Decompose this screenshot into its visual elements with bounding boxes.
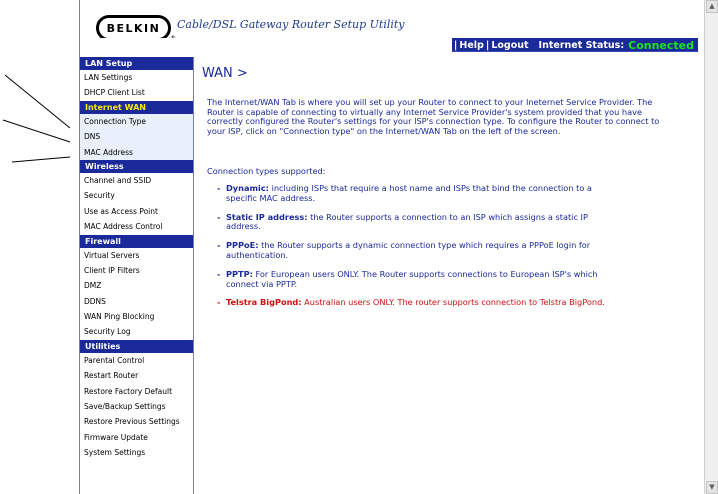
type-description-continued: specific MAC address.: [226, 192, 316, 203]
nav-group-wireless: [80, 173, 193, 235]
sidebar-item-wan-ping-blocking[interactable]: WAN Ping Blocking: [84, 312, 155, 322]
list-item: [217, 184, 677, 204]
type-description-continued: address.: [226, 221, 261, 232]
sidebar-item-security[interactable]: Security: [84, 191, 115, 201]
list-item: [217, 241, 677, 261]
list-item: [217, 213, 677, 233]
type-description-continued: authentication.: [226, 249, 289, 260]
page-title: WAN >: [202, 66, 248, 81]
sidebar-section-internet-wan[interactable]: Internet WAN: [80, 101, 193, 114]
header-bar: [80, 38, 698, 52]
type-description-continued: connect via PPTP.: [226, 278, 298, 289]
sidebar-item-restart-router[interactable]: Restart Router: [84, 371, 139, 381]
logo-text: BELKIN: [106, 21, 161, 35]
arrow-up-icon: ▲: [709, 2, 715, 10]
type-description: the Router supports a dynamic connection type which requires a PPPoE login for: [261, 240, 591, 251]
vertical-scrollbar[interactable]: [704, 0, 718, 494]
separator: |: [485, 39, 490, 51]
sidebar-item-restore-factory-default[interactable]: Restore Factory Default: [84, 386, 173, 396]
type-name: Static IP address:: [226, 211, 308, 222]
sidebar-item-system-settings[interactable]: System Settings: [84, 448, 146, 458]
type-description: Australian users ONLY. The router supports connection to Telstra BigPond.: [304, 297, 605, 308]
nav-group-lan-setup: [80, 70, 193, 101]
bullet-icon: -: [217, 240, 221, 251]
sidebar-item-ddns[interactable]: DDNS: [84, 296, 106, 306]
type-name: Dynamic:: [226, 183, 269, 193]
app-title: Cable/DSL Gateway Router Setup Utility: [177, 18, 405, 31]
sidebar-item-parental-control[interactable]: Parental Control: [84, 355, 145, 365]
connection-types-list: [217, 184, 677, 317]
sidebar-item-use-as-access-point[interactable]: Use as Access Point: [84, 206, 158, 216]
list-item: [217, 298, 677, 308]
type-description: For European users ONLY. The Router supports connections to European ISP's which: [255, 268, 598, 279]
bullet-icon: -: [217, 211, 221, 222]
header-links: [421, 38, 694, 52]
annotation-pointer-lines: [0, 0, 80, 494]
sidebar-item-security-log[interactable]: Security Log: [84, 327, 131, 337]
sidebar-nav: [80, 57, 194, 494]
sidebar-section-wireless[interactable]: Wireless: [80, 160, 193, 173]
separator: |: [453, 39, 458, 51]
sidebar-item-restore-previous-settings[interactable]: Restore Previous Settings: [84, 417, 180, 427]
type-name: PPPoE:: [226, 240, 259, 251]
internet-status-label: Internet Status:: [538, 39, 625, 51]
sidebar-item-mac-address-control[interactable]: MAC Address Control: [84, 222, 163, 232]
sidebar-item-connection-type[interactable]: Connection Type: [84, 116, 147, 126]
sidebar-item-dmz[interactable]: DMZ: [84, 281, 102, 291]
sidebar-item-virtual-servers[interactable]: Virtual Servers: [84, 250, 140, 260]
type-description: including ISPs that require a host name and ISPs that bind the connection to a: [271, 183, 592, 193]
sidebar-item-dhcp-client-list[interactable]: DHCP Client List: [84, 88, 145, 98]
sidebar-section-firewall[interactable]: Firewall: [80, 235, 193, 248]
home-link[interactable]: Home: [421, 39, 452, 51]
intro-text: The Internet/WAN Tab is where you will set up your Router to connect to your Ineternet Service Provider. The Router is capable of connecting to virtually any Internet Service Provider's system provided that you have correctly configured the Router's settings for your ISP's connection type. To configure the Router to connect to your ISP, click on "Connection type" on the Internet/WAN Tab on the left of the screen.: [207, 97, 660, 136]
nav-group-internet-wan: [80, 114, 193, 160]
sidebar-item-client-ip-filters[interactable]: Client IP Filters: [84, 265, 140, 275]
bullet-icon: -: [217, 297, 221, 308]
arrow-down-icon: ▼: [709, 483, 715, 491]
sidebar-item-mac-address[interactable]: MAC Address: [84, 147, 133, 157]
sidebar-section-lan-setup[interactable]: LAN Setup: [80, 57, 193, 70]
internet-status-value: Connected: [628, 38, 694, 52]
main-content: [200, 60, 700, 308]
sidebar-item-dns[interactable]: DNS: [84, 132, 101, 142]
list-item: [217, 270, 677, 290]
nav-group-firewall: [80, 248, 193, 340]
sidebar-item-lan-settings[interactable]: LAN Settings: [84, 73, 133, 82]
type-name: PPTP:: [226, 268, 253, 279]
bullet-icon: -: [217, 268, 221, 279]
sidebar-item-firmware-update[interactable]: Firmware Update: [84, 432, 148, 442]
type-description: the Router supports a connection to an ISP which assigns a static IP: [310, 211, 588, 222]
bullet-icon: -: [217, 183, 221, 193]
header-bar-fill: [80, 38, 452, 52]
sidebar-section-utilities[interactable]: Utilities: [80, 340, 193, 353]
help-link[interactable]: Help: [459, 39, 484, 51]
scroll-up-button[interactable]: [706, 0, 718, 13]
sidebar-item-save-backup-settings[interactable]: Save/Backup Settings: [84, 402, 166, 412]
logout-link[interactable]: Logout: [491, 39, 529, 51]
connection-types-heading: Connection types supported:: [207, 166, 326, 176]
type-name: Telstra BigPond:: [226, 297, 302, 308]
scroll-down-button[interactable]: [706, 481, 718, 494]
sidebar-item-channel-and-ssid[interactable]: Channel and SSID: [84, 175, 152, 185]
nav-group-utilities: [80, 353, 193, 461]
